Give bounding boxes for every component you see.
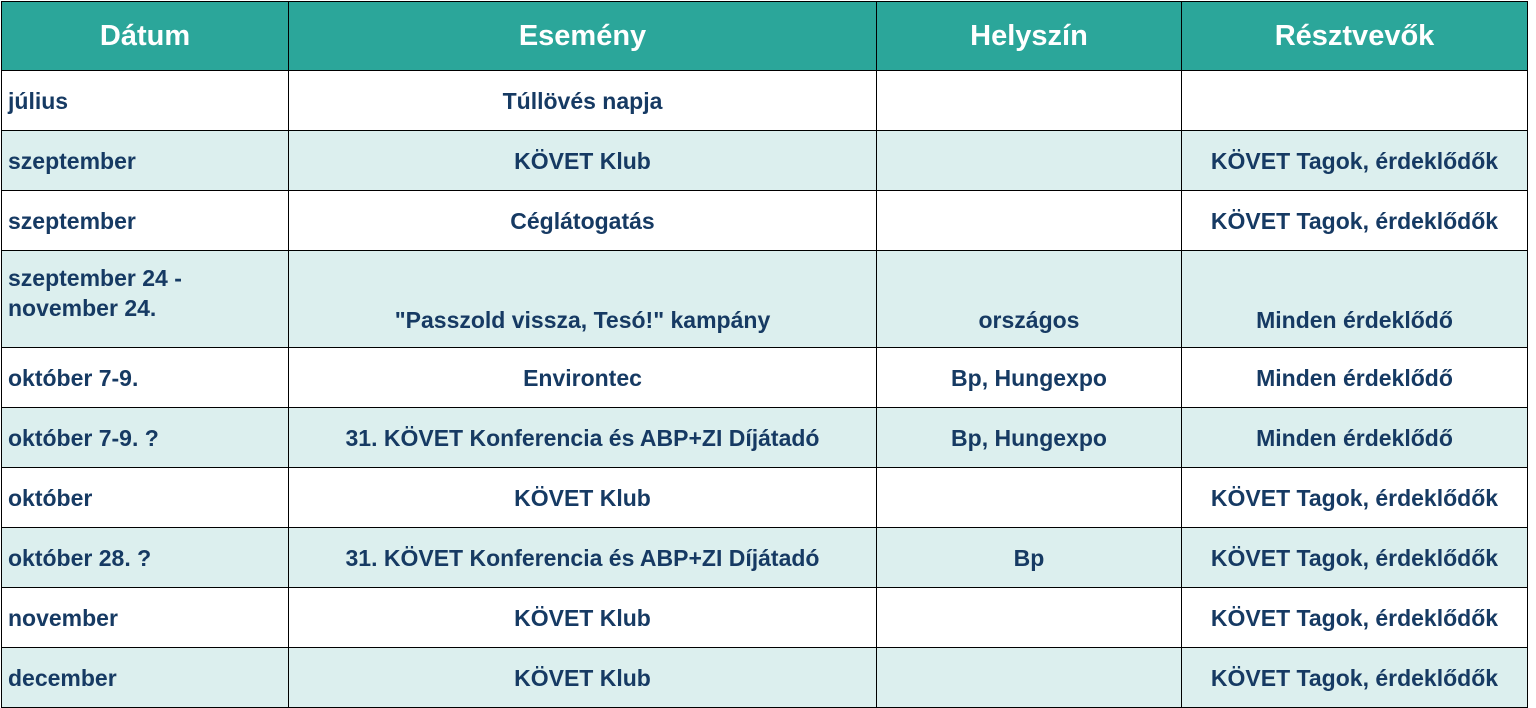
cell-date: október 28. ? [2, 528, 289, 588]
cell-place [877, 588, 1182, 648]
table-row [2, 528, 1528, 588]
cell-place [877, 648, 1182, 708]
cell-participants: KÖVET Tagok, érdeklődők [1182, 191, 1528, 251]
cell-participants: KÖVET Tagok, érdeklődők [1182, 528, 1528, 588]
cell-event: 31. KÖVET Konferencia és ABP+ZI Díjátadó [289, 408, 877, 468]
cell-participants: Minden érdeklődő [1182, 251, 1528, 348]
header-place: Helyszín [877, 2, 1182, 71]
table-row [2, 348, 1528, 408]
table-row [2, 648, 1528, 708]
cell-place: országos [877, 251, 1182, 348]
cell-place [877, 131, 1182, 191]
cell-participants [1182, 71, 1528, 131]
table-row [2, 191, 1528, 251]
cell-event: KÖVET Klub [289, 468, 877, 528]
table-row [2, 588, 1528, 648]
cell-event: "Passzold vissza, Tesó!" kampány [289, 251, 877, 348]
header-participants: Résztvevők [1182, 2, 1528, 71]
cell-date: december [2, 648, 289, 708]
table-row [2, 251, 1528, 348]
table-row [2, 131, 1528, 191]
cell-date [2, 251, 289, 348]
table-row [2, 408, 1528, 468]
cell-date: szeptember [2, 191, 289, 251]
cell-participants: KÖVET Tagok, érdeklődők [1182, 131, 1528, 191]
cell-place: Bp, Hungexpo [877, 408, 1182, 468]
events-table [1, 1, 1528, 708]
cell-date-line2: november 24. [8, 295, 157, 321]
header-row [2, 2, 1528, 71]
cell-date: július [2, 71, 289, 131]
cell-participants: Minden érdeklődő [1182, 408, 1528, 468]
cell-date: október 7-9. ? [2, 408, 289, 468]
cell-participants: Minden érdeklődő [1182, 348, 1528, 408]
cell-participants: KÖVET Tagok, érdeklődők [1182, 648, 1528, 708]
cell-date: október [2, 468, 289, 528]
cell-participants: KÖVET Tagok, érdeklődők [1182, 468, 1528, 528]
table-row [2, 468, 1528, 528]
cell-place [877, 191, 1182, 251]
cell-place: Bp, Hungexpo [877, 348, 1182, 408]
cell-date: november [2, 588, 289, 648]
cell-date: szeptember [2, 131, 289, 191]
header-event: Esemény [289, 2, 877, 71]
cell-event: 31. KÖVET Konferencia és ABP+ZI Díjátadó [289, 528, 877, 588]
cell-place [877, 71, 1182, 131]
cell-participants: KÖVET Tagok, érdeklődők [1182, 588, 1528, 648]
header-date: Dátum [2, 2, 289, 71]
cell-event: Environtec [289, 348, 877, 408]
cell-event: KÖVET Klub [289, 588, 877, 648]
cell-event: KÖVET Klub [289, 131, 877, 191]
cell-place: Bp [877, 528, 1182, 588]
cell-event: Túllövés napja [289, 71, 877, 131]
cell-event: KÖVET Klub [289, 648, 877, 708]
table-row [2, 71, 1528, 131]
cell-date: október 7-9. [2, 348, 289, 408]
cell-event: Céglátogatás [289, 191, 877, 251]
cell-place [877, 468, 1182, 528]
cell-date-line1: szeptember 24 - [8, 265, 182, 291]
